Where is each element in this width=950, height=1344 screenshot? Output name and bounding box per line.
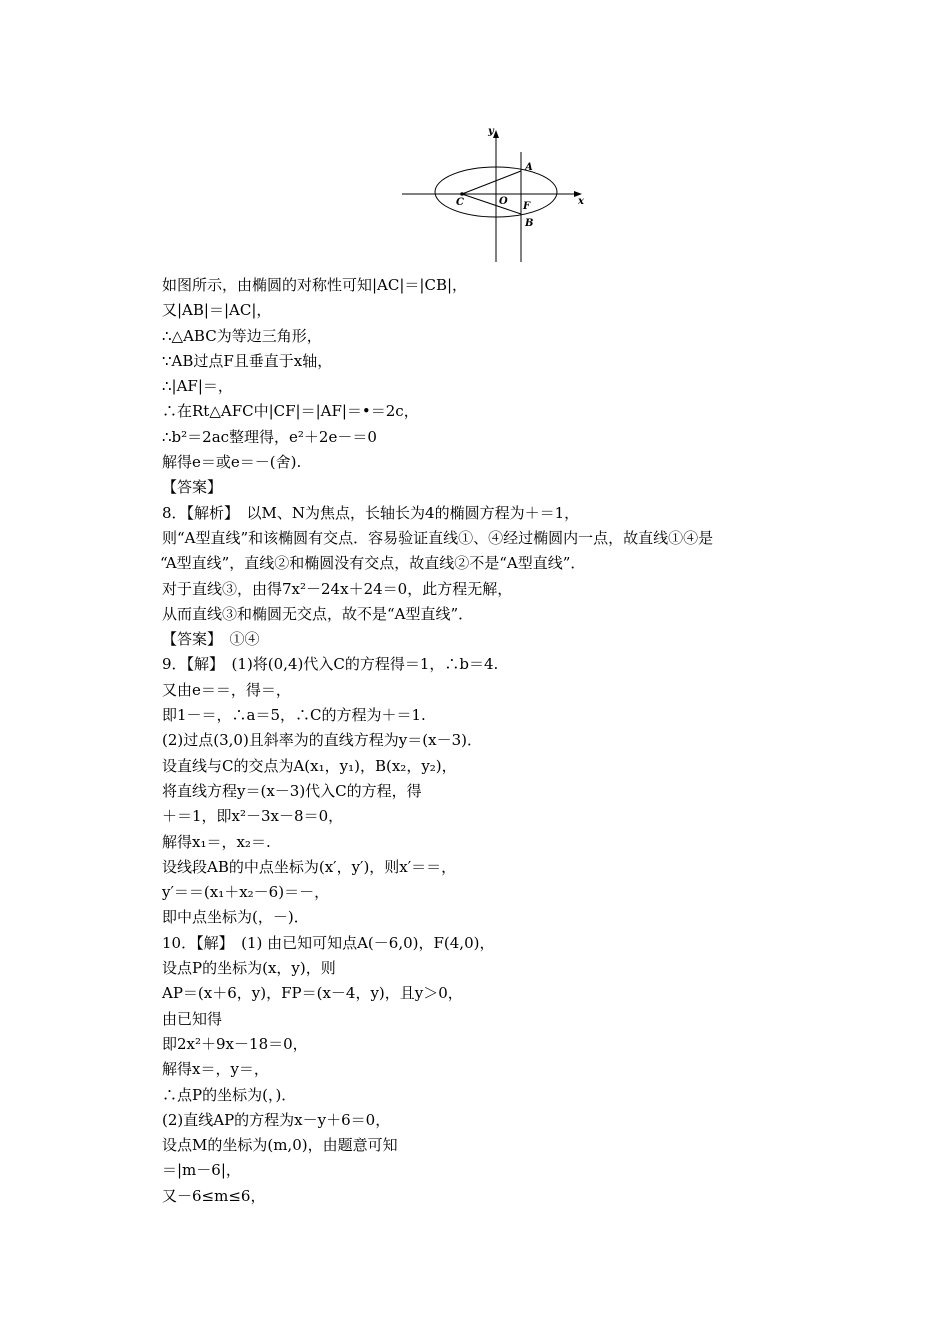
- text-line: 10．【解】 (1) 由已知可知点A(－6,0)，F(4,0)，: [162, 933, 495, 952]
- text-line: 即中点坐标为(，－)．: [162, 908, 309, 927]
- label-y: y: [488, 126, 494, 137]
- text-line: ∴△ABC为等边三角形，: [162, 326, 322, 345]
- text-line: 设点M的坐标为(m,0)，由题意可知: [162, 1136, 398, 1155]
- label-c: C: [456, 197, 464, 208]
- text-line: 9．【解】 (1)将(0,4)代入C的方程得＝1，∴b＝4.: [162, 655, 499, 674]
- text-line: “A型直线”，直线②和椭圆没有交点，故直线②不是“A型直线”．: [160, 554, 586, 573]
- label-f: F: [523, 201, 531, 212]
- text-line: 解得e＝或e＝－(舍).: [162, 453, 302, 472]
- text-line: 对于直线③，由得7x²－24x＋24＝0，此方程无解，: [162, 579, 513, 598]
- solution-text: [162, 273, 822, 1209]
- text-line: AP＝(x＋6，y)，FP＝(x－4，y)，且y＞0，: [162, 984, 463, 1003]
- label-x: x: [578, 196, 584, 207]
- text-line: 从而直线③和椭圆无交点，故不是“A型直线”．: [162, 604, 474, 623]
- text-line: 如图所示，由椭圆的对称性可知|AC|＝|CB|，: [162, 276, 468, 294]
- text-line: ∴在Rt△AFC中|CF|＝|AF|＝•＝2c，: [162, 402, 419, 421]
- text-line: ∴|AF|＝，: [162, 377, 233, 396]
- text-line: 即2x²＋9x－18＝0，: [162, 1034, 308, 1053]
- text-line: 将直线方程y＝(x－3)代入C的方程，得: [162, 781, 422, 800]
- text-line: 又由e＝＝，得＝，: [162, 680, 291, 699]
- answer-heading: 【答案】: [162, 478, 223, 497]
- text-line: 又－6≤m≤6，: [162, 1186, 266, 1205]
- segment-cb: [462, 194, 521, 214]
- text-line: 即1－＝，∴a＝5，∴C的方程为＋＝1.: [162, 706, 426, 725]
- ellipse-figure: [398, 122, 588, 264]
- y-axis-arrow: [493, 130, 499, 138]
- text-line: 由已知得: [162, 1009, 223, 1028]
- label-a: A: [525, 162, 533, 173]
- text-line: 解得x₁＝，x₂＝.: [162, 832, 271, 851]
- segment-ca: [462, 171, 521, 194]
- text-line: (2)过点(3,0)且斜率为的直线方程为y＝(x－3)．: [162, 731, 482, 750]
- text-line: (2)直线AP的方程为x－y＋6＝0，: [162, 1110, 391, 1129]
- text-line: ＋＝1，即x²－3x－8＝0，: [162, 807, 344, 826]
- answer-heading: 【答案】 ①④: [162, 630, 260, 649]
- text-line: 则“A型直线”和该椭圆有交点．容易验证直线①、④经过椭圆内一点，故直线①④是: [162, 528, 714, 547]
- text-line: ＝|m－6|，: [162, 1161, 241, 1180]
- text-line: 又|AB|＝|AC|，: [162, 301, 272, 320]
- text-line: 设直线与C的交点为A(x₁，y₁)，B(x₂，y₂)，: [162, 756, 457, 775]
- text-line: ∴点P的坐标为(，)．: [162, 1085, 297, 1104]
- ellipse-diagram: [398, 122, 588, 264]
- text-line: ∵AB过点F且垂直于x轴，: [162, 351, 333, 370]
- text-line: 设点P的坐标为(x，y)，则: [162, 959, 336, 978]
- label-b: B: [525, 218, 534, 229]
- label-o: O: [499, 196, 508, 207]
- text-line: 8．【解析】 以M、N为焦点，长轴长为4的椭圆方程为＋＝1，: [162, 503, 580, 522]
- text-line: 设线段AB的中点坐标为(x′，y′)，则x′＝＝，: [162, 857, 457, 876]
- point-c: [460, 192, 464, 196]
- text-line: y′＝＝(x₁＋x₂－6)＝－，: [162, 883, 330, 902]
- text-line: ∴b²＝2ac整理得，e²＋2e－＝0: [162, 427, 377, 446]
- text-line: 解得x＝，y＝，: [162, 1060, 269, 1079]
